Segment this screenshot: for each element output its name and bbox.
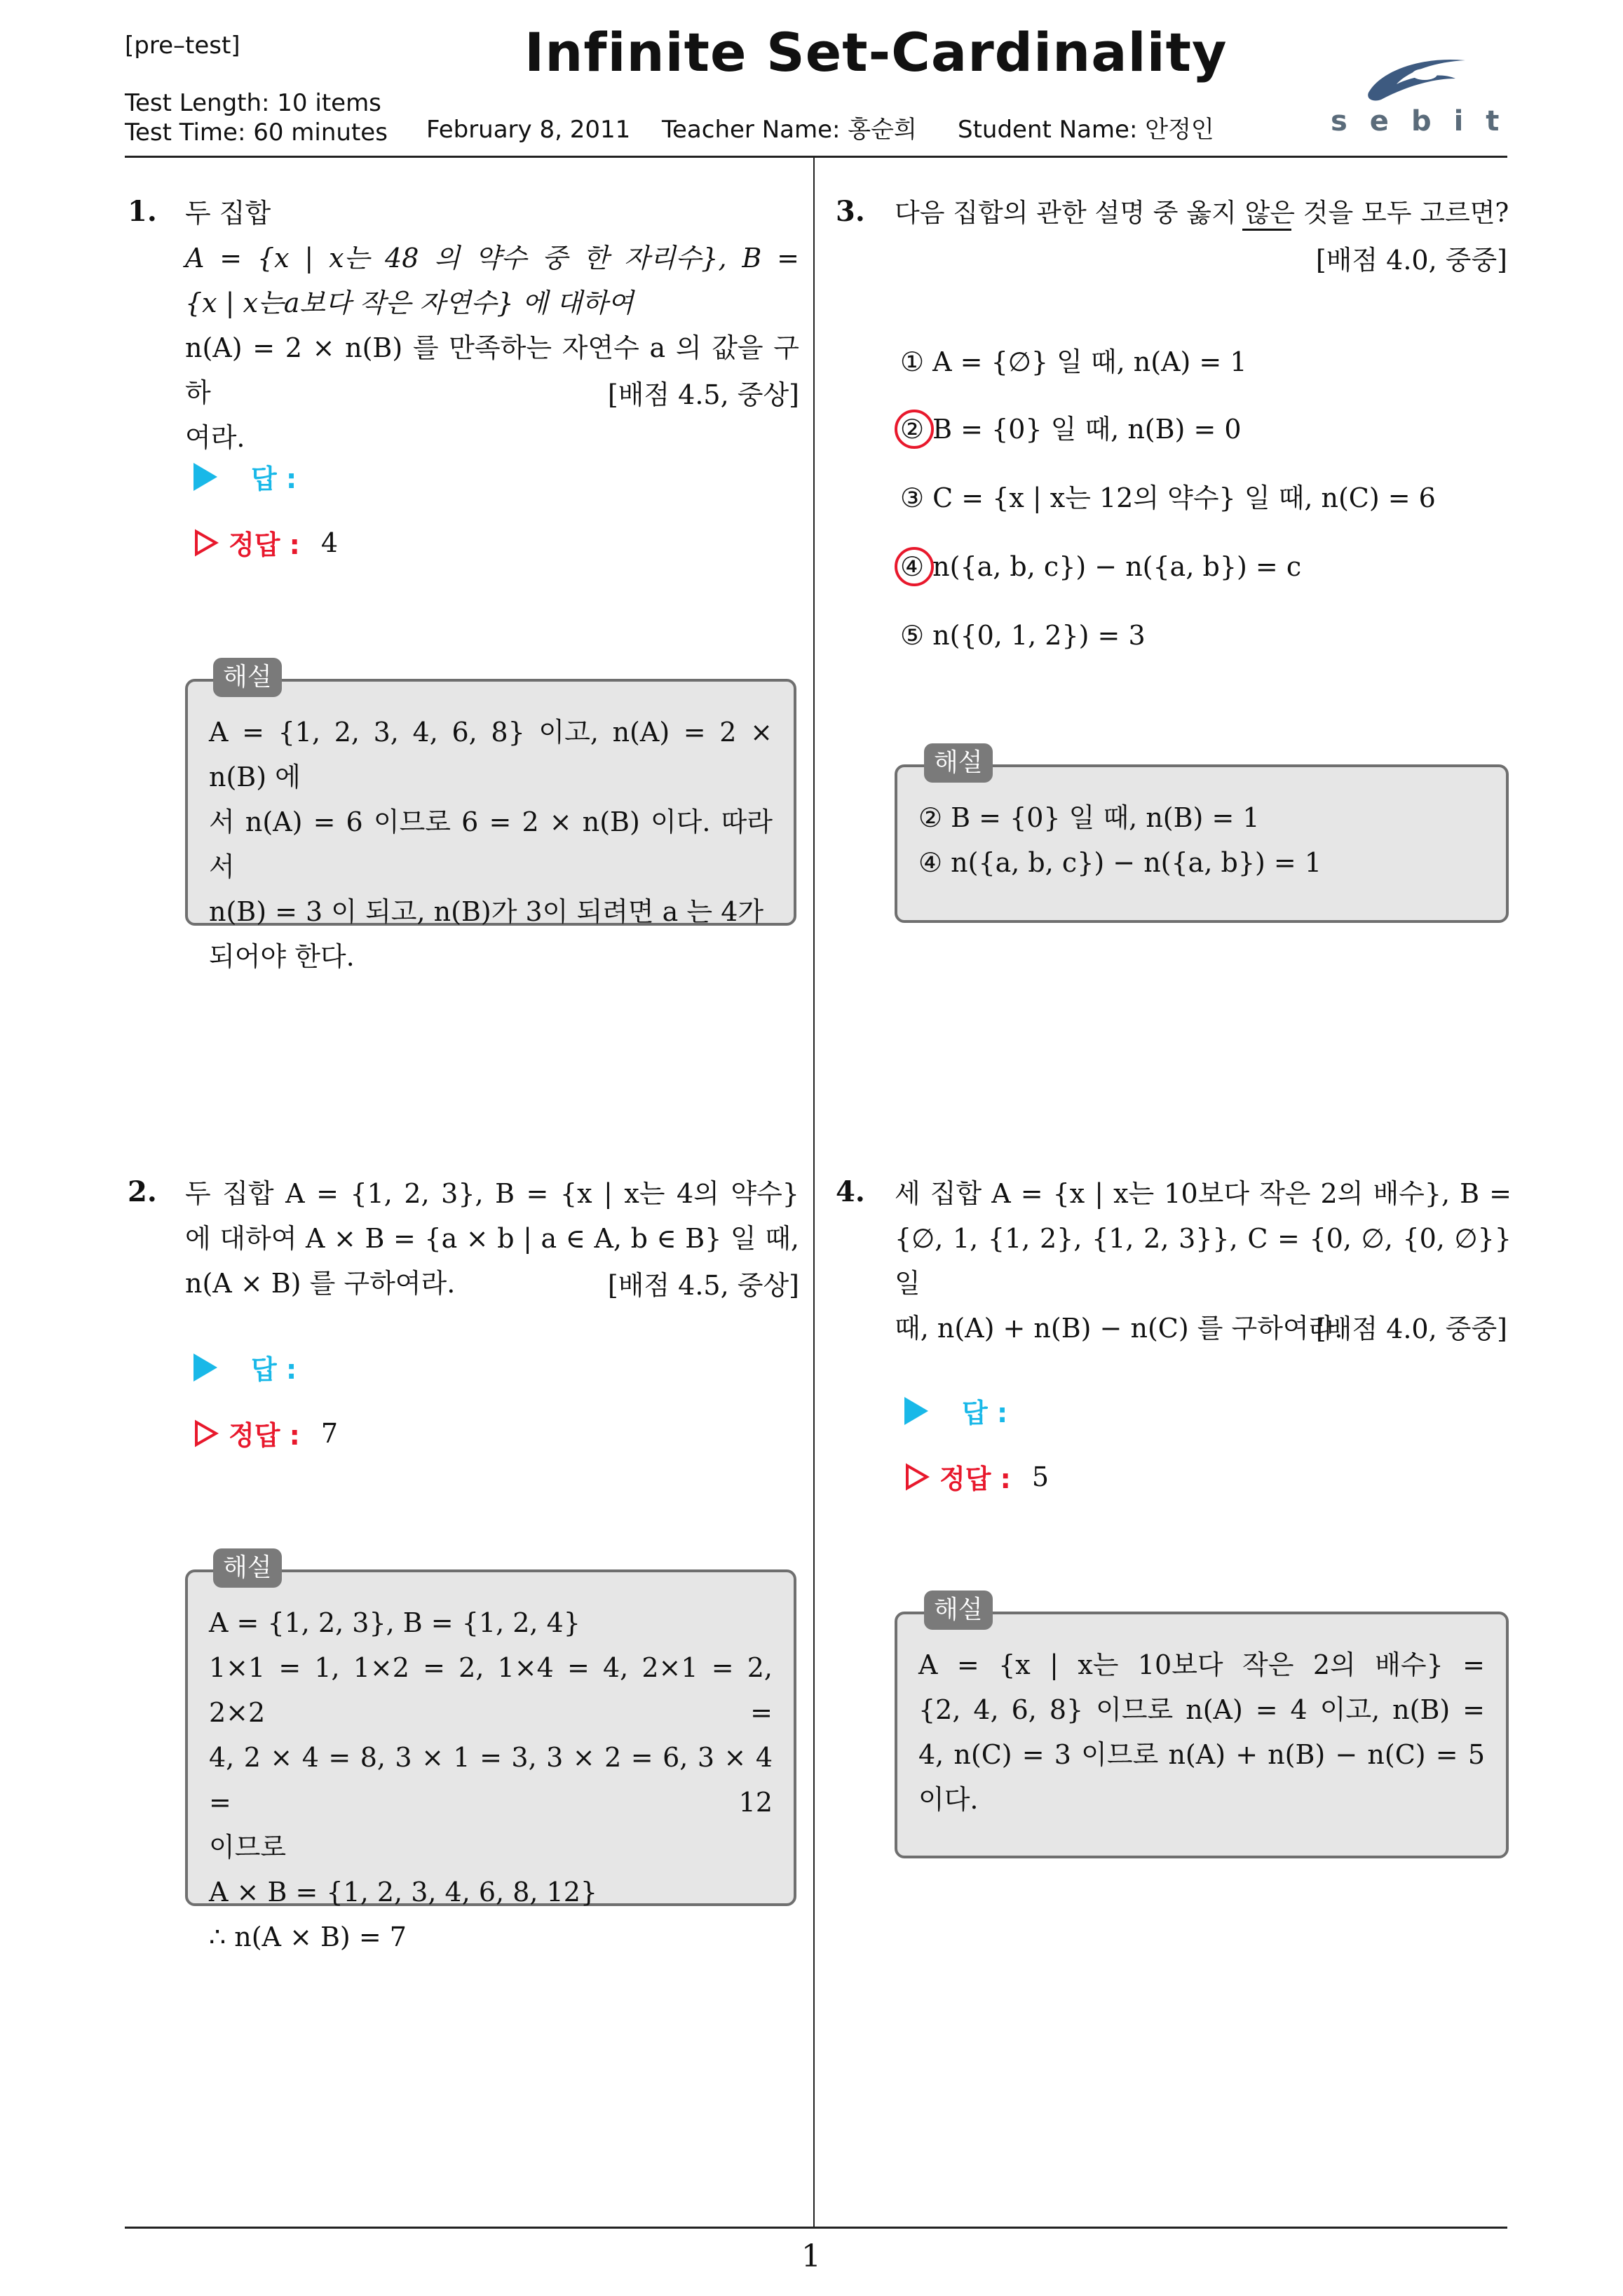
header-rule (125, 156, 1507, 158)
q4-expl-line1: A = {x | x는 10보다 작은 2의 배수} = (918, 1649, 1485, 1680)
q3-score: [배점 4.0, 중중] (1315, 245, 1507, 276)
q3-selected-4-circle-icon (895, 547, 934, 586)
q4-explanation-box (895, 1612, 1509, 1858)
q1-score: [배점 4.5, 중상] (607, 379, 799, 410)
q4-expl-line4: 이다. (918, 1784, 979, 1815)
q3-option-4[interactable]: ④ n({a, b, c}) − n({a, b}) = c (900, 551, 1302, 582)
footer-rule (125, 2227, 1507, 2229)
q2-answer-label: 답 : (251, 1354, 297, 1385)
q4-score: [배점 4.0, 중중] (1315, 1314, 1507, 1344)
q1-line5: 여라. (185, 422, 245, 453)
q1-correct-value: 4 (320, 527, 339, 558)
q4-explanation-tab: 해설 (924, 1591, 993, 1630)
q2-answer-row[interactable] (193, 1348, 297, 1386)
sebit-swoosh-icon (1332, 49, 1486, 105)
q1-line2: A = {x | x는 48 의 약수 중 한 자리수}, B = (185, 243, 799, 274)
logo-wordmark: sebit (1331, 105, 1522, 137)
q1-line1: 두 집합 (185, 198, 271, 229)
q3-option-2[interactable]: ② B = {0} 일 때, n(B) = 0 (900, 414, 1242, 445)
answer-arrow-icon (193, 463, 217, 491)
q1-expl-line4: 되어야 한다. (209, 941, 355, 972)
q2-correct-label: 정답 : (229, 1420, 300, 1451)
q3-option-1[interactable]: ① A = {∅} 일 때, n(A) = 1 (900, 346, 1247, 377)
test-time: Test Time: 60 minutes (125, 119, 388, 147)
q4-correct-label: 정답 : (939, 1464, 1011, 1494)
page-number: 1 (801, 2238, 821, 2274)
answer-arrow-icon (193, 1353, 217, 1382)
q4-correct-value: 5 (1031, 1461, 1050, 1492)
q4-line3: 때, n(A) + n(B) − n(C) 를 구하여라. (895, 1313, 1343, 1344)
q3-explanation-box (895, 764, 1509, 923)
student-name: Student Name: 안정인 (958, 116, 1214, 144)
q3-underline (1242, 229, 1291, 231)
q4-number: 4. (836, 1175, 865, 1208)
q3-option-5[interactable]: ⑤ n({0, 1, 2}) = 3 (900, 620, 1146, 651)
q3-option-3[interactable]: ③ C = {x | x는 12의 약수} 일 때, n(C) = 6 (900, 482, 1436, 513)
test-length: Test Length: 10 items (125, 89, 381, 117)
q2-correct-row (193, 1414, 338, 1452)
q1-answer-label: 답 : (251, 464, 297, 494)
pretest-tag: [pre–test] (125, 32, 240, 60)
q4-expl-line3: 4, n(C) = 3 이므로 n(A) + n(B) − n(C) = 5 (918, 1739, 1485, 1770)
q1-correct-label: 정답 : (229, 529, 300, 560)
q1-expl-line3: n(B) = 3 이 되고, n(B)가 3이 되려면 a 는 4가 (209, 896, 764, 927)
correct-arrow-icon (193, 1419, 219, 1447)
q1-expl-line1: A = {1, 2, 3, 4, 6, 8} 이고, n(A) = 2 × n(B) 에 (209, 717, 773, 792)
column-divider (813, 158, 815, 2227)
q2-expl-line2: 1×1 = 1, 1×2 = 2, 1×4 = 4, 2×1 = 2, 2×2 = (209, 1652, 773, 1728)
teacher-name: Teacher Name: 홍순희 (662, 116, 917, 144)
test-date: February 8, 2011 (426, 116, 631, 144)
q1-number: 1. (128, 195, 157, 228)
q3-text (895, 191, 1512, 236)
q3-line1: 다음 집합의 관한 설명 중 옳지 않은 것을 모두 고르면? (895, 198, 1509, 228)
q2-expl-line6: ∴ n(A × B) = 7 (209, 1922, 407, 1952)
q4-line1: 세 집합 A = {x | x는 10보다 작은 2의 배수}, B = (895, 1178, 1512, 1209)
page-title: Infinite Set-Cardinality (524, 21, 1228, 83)
sebit-logo (1331, 49, 1522, 140)
answer-arrow-icon (904, 1397, 928, 1425)
q1-line3: {x | x는a보다 작은 자연수} 에 대하여 (185, 288, 634, 318)
q3-explanation-tab: 해설 (924, 743, 993, 783)
q2-expl-line3: 4, 2 × 4 = 8, 3 × 1 = 3, 3 × 2 = 6, 3 × 4 = 12 (209, 1742, 773, 1818)
q1-explanation-box (185, 679, 796, 972)
q2-line2: 에 대하여 A × B = {a × b | a ∈ A, b ∈ B} 일 때, (185, 1223, 799, 1254)
q1-text (185, 191, 799, 460)
q2-expl-line4: 이므로 (209, 1832, 287, 1863)
q4-answer-row[interactable] (904, 1391, 1007, 1430)
q2-expl-line5: A × B = {1, 2, 3, 4, 6, 8, 12} (209, 1877, 598, 1907)
correct-arrow-icon (904, 1463, 930, 1491)
q4-expl-line2: {2, 4, 6, 8} 이므로 n(A) = 4 이고, n(B) = (918, 1694, 1485, 1725)
q2-explanation-box (185, 1569, 796, 1952)
q2-line3: n(A × B) 를 구하여라. (185, 1268, 456, 1299)
q2-expl-line1: A = {1, 2, 3}, B = {1, 2, 4} (209, 1607, 580, 1638)
q2-number: 2. (128, 1175, 157, 1208)
q2-correct-value: 7 (320, 1417, 339, 1449)
q2-score: [배점 4.5, 중상] (607, 1270, 799, 1301)
q1-answer-row[interactable] (193, 457, 297, 496)
q4-correct-row (904, 1457, 1049, 1496)
q1-explanation-tab: 해설 (213, 658, 282, 697)
correct-arrow-icon (193, 529, 219, 557)
q1-line4: n(A) = 2 × n(B) 를 만족하는 자연수 a 의 값을 구하 (185, 332, 799, 408)
q3-expl-line2: ④ n({a, b, c}) − n({a, b}) = 1 (918, 847, 1322, 878)
q3-number: 3. (836, 195, 865, 228)
q3-selected-2-circle-icon (895, 410, 934, 449)
q2-explanation-tab: 해설 (213, 1548, 282, 1588)
q1-expl-line2: 서 n(A) = 6 이므로 6 = 2 × n(B) 이다. 따라서 (209, 806, 773, 882)
q4-answer-label: 답 : (962, 1398, 1008, 1429)
q2-line1: 두 집합 A = {1, 2, 3}, B = {x | x는 4의 약수} (185, 1178, 799, 1209)
q3-expl-line1: ② B = {0} 일 때, n(B) = 1 (918, 802, 1260, 833)
q1-correct-row (193, 523, 338, 562)
q4-line2: {∅, 1, {1, 2}, {1, 2, 3}}, C = {0, ∅, {0, ∅}} 일 (895, 1223, 1512, 1299)
